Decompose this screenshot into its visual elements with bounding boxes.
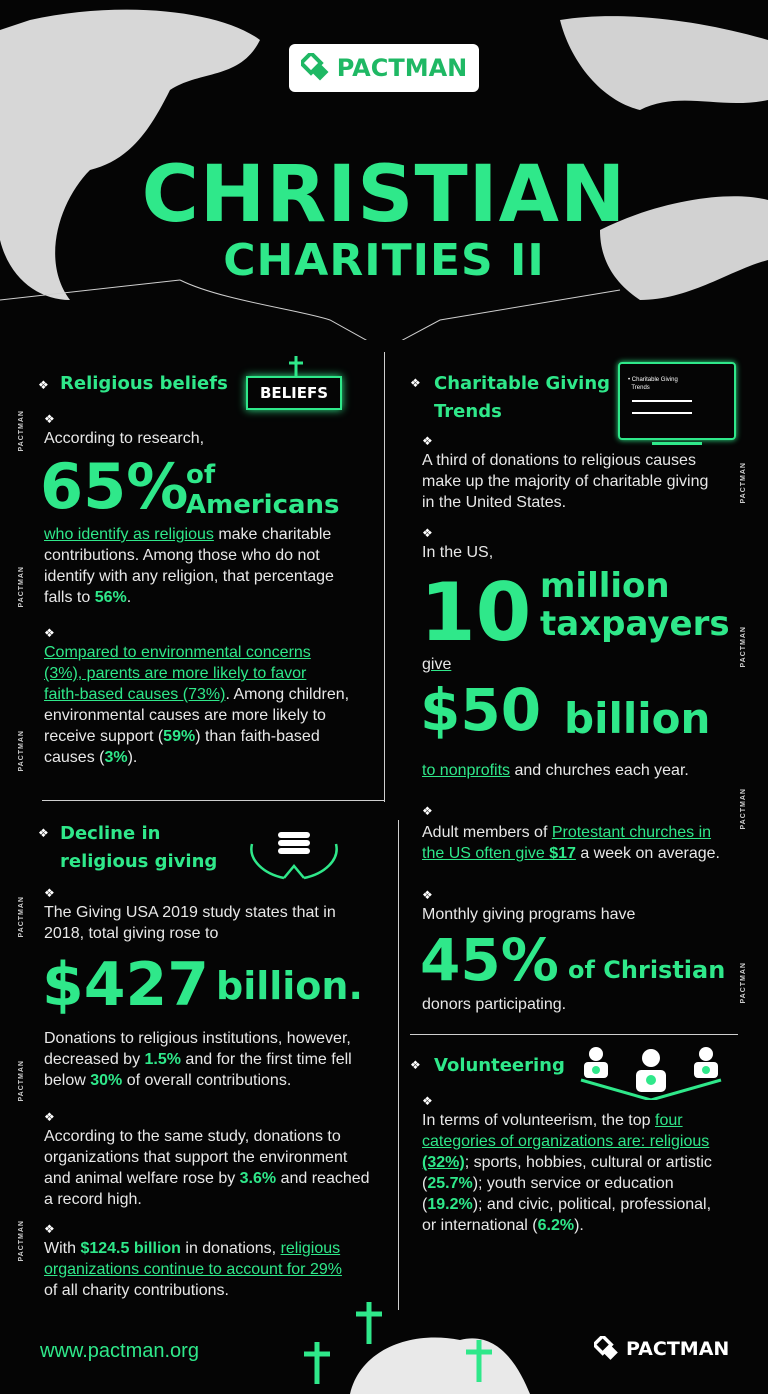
diamond-icon: ❖ — [44, 886, 55, 900]
diamond-icon: ❖ — [422, 526, 433, 540]
religious-stat: 65% — [40, 450, 189, 523]
decline-paragraph-2: Donations to religious institutions, however, decreased by 1.5% and for the first time fell below 30% of overall contributions. — [44, 1030, 352, 1089]
trends-stat2-number: $50 — [420, 676, 542, 744]
volunteers-icon — [576, 1044, 726, 1100]
side-logo: PACTMAN — [18, 410, 25, 452]
trends-stat3-word: of Christian — [568, 956, 726, 984]
page-title-line1: CHRISTIAN — [141, 150, 627, 240]
header-logo-text: PACTMAN — [336, 54, 468, 82]
diamond-icon: ❖ — [38, 378, 49, 392]
monitor-stand — [652, 442, 702, 445]
trends-paragraph-3: to nonprofits and churches each year. — [422, 762, 689, 779]
diamond-icon: ❖ — [422, 1094, 433, 1108]
diamond-icon: ❖ — [44, 1222, 55, 1236]
side-logo: PACTMAN — [740, 626, 747, 668]
decline-heading: Decline in religious giving — [60, 823, 218, 872]
diamond-icon: ❖ — [38, 826, 49, 840]
trends-paragraph-4: Adult members of Protestant churches in the US often give $17 a week on average. — [422, 824, 720, 862]
side-logo: PACTMAN — [740, 788, 747, 830]
header-logo — [289, 44, 479, 92]
pactman-logo-icon — [301, 53, 331, 83]
side-logo: PACTMAN — [18, 1060, 25, 1102]
diamond-icon: ❖ — [44, 626, 55, 640]
diamond-icon: ❖ — [44, 1110, 55, 1124]
center-divider-top — [384, 352, 385, 802]
cross-icon — [462, 1338, 496, 1384]
diamond-icon: ❖ — [410, 1058, 421, 1072]
religious-beliefs-heading: Religious beliefs — [60, 373, 228, 394]
trends-paragraph-5: Monthly giving programs have — [422, 906, 636, 923]
religious-stat-suffix-2: Americans — [186, 490, 340, 520]
decline-paragraph-3: According to the same study, donations to organizations that support the environment and animal welfare rose by 3.6% and reached a record high. — [44, 1128, 370, 1208]
trends-paragraph-1: A third of donations to religious causes make up the majority of charitable giving in the United States. — [422, 452, 709, 511]
trends-paragraph-5b: donors participating. — [422, 996, 567, 1013]
side-logo: PACTMAN — [740, 462, 747, 504]
cross-icon — [352, 1300, 386, 1346]
diamond-icon: ❖ — [422, 804, 433, 818]
religious-stat-suffix-1: of — [186, 460, 216, 490]
trends-give: give — [422, 656, 452, 673]
volunteering-paragraph: In terms of volunteerism, the top four categories of organizations are: religious (32%); sports, hobbies, cultural or artistic (25.7%); youth service or education (19.2%); and civic, political, professional, or international (6.2%). — [422, 1112, 712, 1234]
side-logo: PACTMAN — [18, 896, 25, 938]
hands-coins-icon — [244, 826, 344, 882]
religious-paragraph-1: who identify as religious make charitable contributions. Among those who do not identify with any religion, that percentage falls to 56%. — [44, 526, 334, 606]
side-logo: PACTMAN — [18, 566, 25, 608]
decline-stat-number: $427 — [42, 950, 209, 1020]
diamond-icon: ❖ — [422, 888, 433, 902]
trends-stat3-number: 45% — [420, 926, 559, 994]
footer-logo: PACTMAN — [594, 1336, 729, 1362]
left-section-divider — [42, 800, 384, 801]
religious-intro: According to research, — [44, 430, 205, 447]
footer-url[interactable]: www.pactman.org — [40, 1340, 199, 1362]
trends-stat-word-2: taxpayers — [540, 604, 730, 644]
center-divider-bottom — [398, 820, 399, 1310]
trends-intro: In the US, — [422, 544, 494, 561]
diamond-icon: ❖ — [422, 434, 433, 448]
cross-icon — [300, 1340, 334, 1386]
decline-paragraph-4: With $124.5 billion in donations, religious organizations continue to account for 29% of all charity contributions. — [44, 1240, 342, 1299]
trends-heading: Charitable Giving Trends — [434, 373, 611, 422]
decline-paragraph-1: The Giving USA 2019 study states that in 2018, total giving rose to — [44, 904, 336, 942]
trends-stat-word-1: million — [540, 566, 670, 606]
beliefs-badge: BELIEFS — [246, 376, 342, 410]
trends-stat-number: 10 — [420, 566, 532, 659]
page-title-line2: CHARITIES II — [223, 235, 545, 286]
decline-stat-word: billion. — [216, 964, 363, 1008]
side-logo: PACTMAN — [18, 730, 25, 772]
side-logo: PACTMAN — [740, 962, 747, 1004]
diamond-icon: ❖ — [410, 376, 421, 390]
pactman-logo-icon — [594, 1336, 620, 1362]
monitor-icon: • Charitable Giving Trends — [618, 362, 736, 440]
trends-stat2-word: billion — [564, 694, 711, 743]
side-logo: PACTMAN — [18, 1220, 25, 1262]
right-section-divider — [410, 1034, 738, 1035]
volunteering-heading: Volunteering — [434, 1055, 565, 1076]
religious-paragraph-2: Compared to environmental concerns (3%), parents are more likely to favor faith-based causes (73%). Among children, environmental causes are more likely to receive support (59%) than faith-based causes (3%). — [44, 644, 350, 766]
diamond-icon: ❖ — [44, 412, 55, 426]
